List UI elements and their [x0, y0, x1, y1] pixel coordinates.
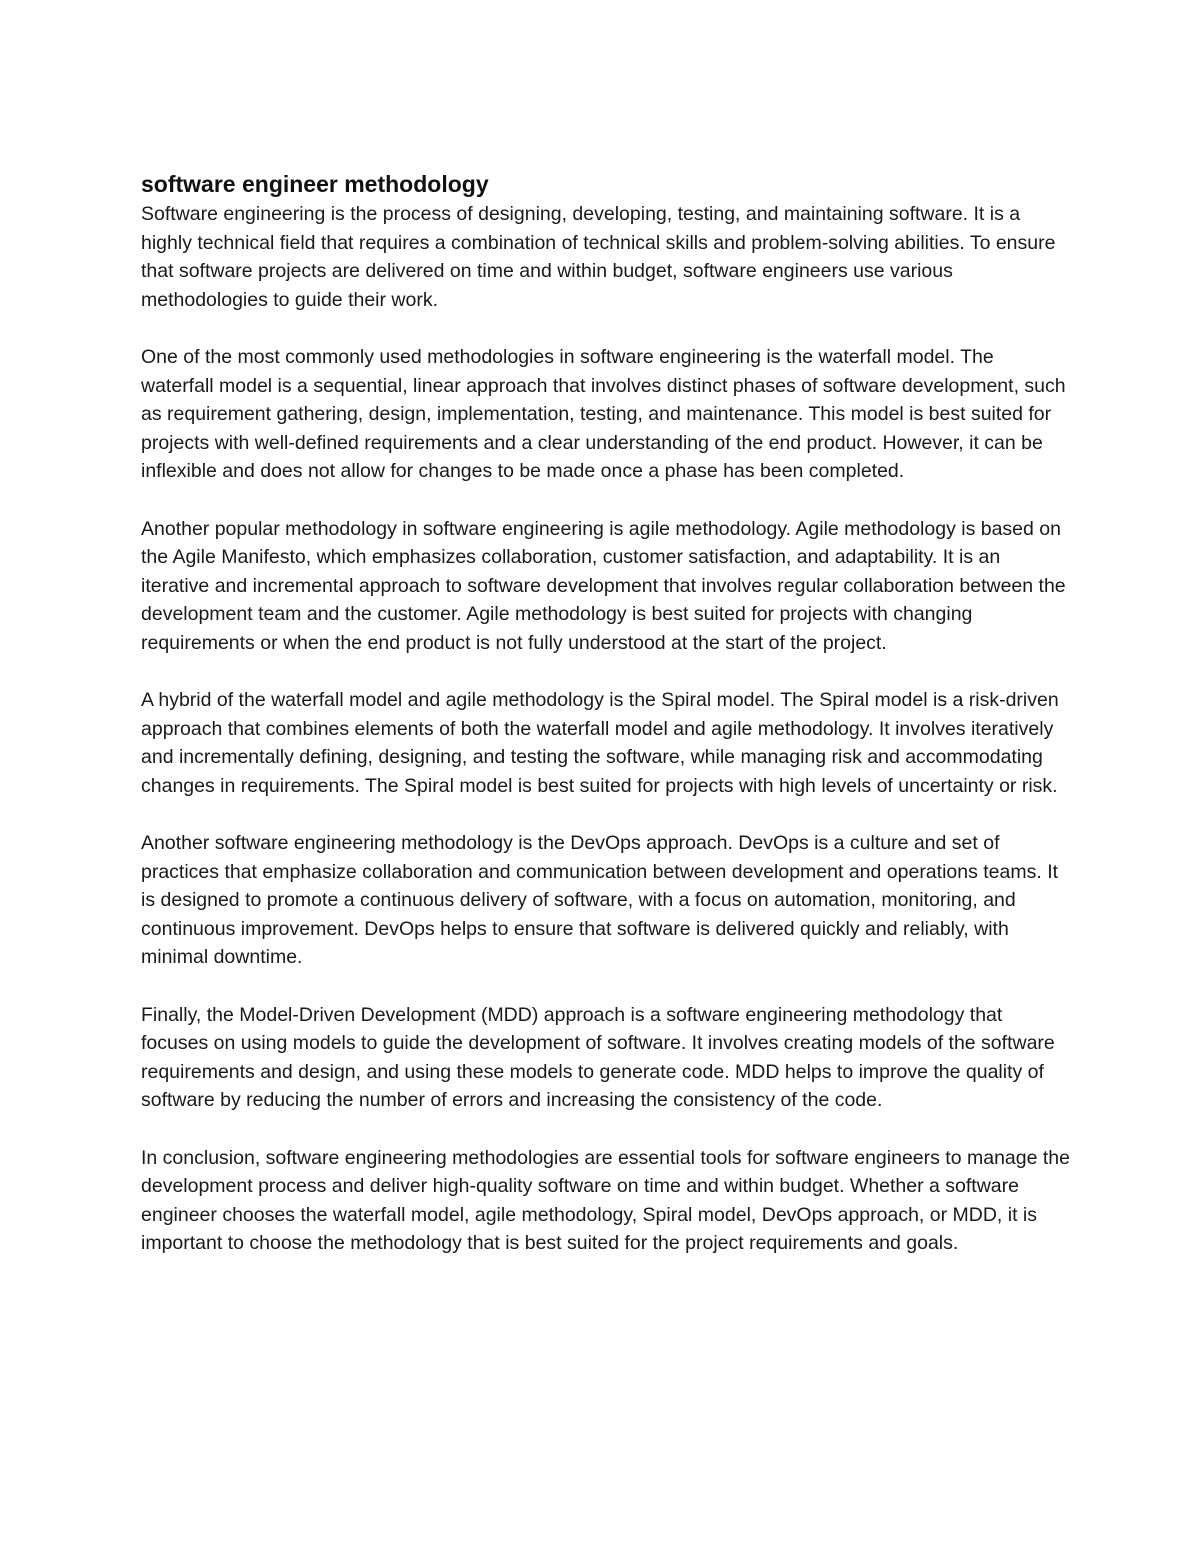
paragraph-spiral: A hybrid of the waterfall model and agile methodology is the Spiral model. The Spiral model is a risk-driven approach that combines elements of both the waterfall model and agile methodology. It involves iteratively and incrementally defining, designing, and testing the software, while managing risk and accommodating changes in requirements. The Spiral model is best suited for projects with high levels of uncertainty or risk.	[141, 689, 1059, 797]
paragraph-mdd: Finally, the Model-Driven Development (MDD) approach is a software engineering methodology that focuses on using models to guide the development of software. It involves creating models of the software requirements and design, and using these models to generate code. MDD helps to improve the quality of software by reducing the number of errors and increasing the consistency of the code.	[141, 1003, 1055, 1112]
document-body	[141, 168, 1071, 1258]
paragraph-waterfall: One of the most commonly used methodologies in software engineering is the waterfall model. The waterfall model is a sequential, linear approach that involves distinct phases of software development, such as requirement gathering, design, implementation, testing, and maintenance. This model is best suited for projects with well-defined requirements and a clear understanding of the end product. However, it can be inflexible and does not allow for changes to be made once a phase has been completed.	[141, 345, 1066, 483]
paragraph-agile: Another popular methodology in software engineering is agile methodology. Agile methodology is based on the Agile Manifesto, which emphasizes collaboration, customer satisfaction, and adaptability. It is an iterative and incremental approach to software development that involves regular collaboration between the development team and the customer. Agile methodology is best suited for projects with changing requirements or when the end product is not fully understood at the start of the project.	[141, 517, 1066, 654]
document-title: software engineer methodology	[141, 171, 489, 197]
paragraph-introduction: Software engineering is the process of designing, developing, testing, and maintaining software. It is a highly technical field that requires a combination of technical skills and problem-solving abilities. To ensure that software projects are delivered on time and within budget, software engineers use various methodologies to guide their work.	[141, 203, 1056, 311]
paragraph-conclusion: In conclusion, software engineering methodologies are essential tools for software engineers to manage the development process and deliver high-quality software on time and within budget. Whether a software engineer chooses the waterfall model, agile methodology, Spiral model, DevOps approach, or MDD, it is important to choose the methodology that is best suited for the project requirements and goals.	[141, 1146, 1070, 1255]
paragraph-devops: Another software engineering methodology is the DevOps approach. DevOps is a culture and set of practices that emphasize collaboration and communication between development and operations teams. It is designed to promote a continuous delivery of software, with a focus on automation, monitoring, and continuous improvement. DevOps helps to ensure that software is delivered quickly and reliably, with minimal downtime.	[141, 832, 1059, 969]
